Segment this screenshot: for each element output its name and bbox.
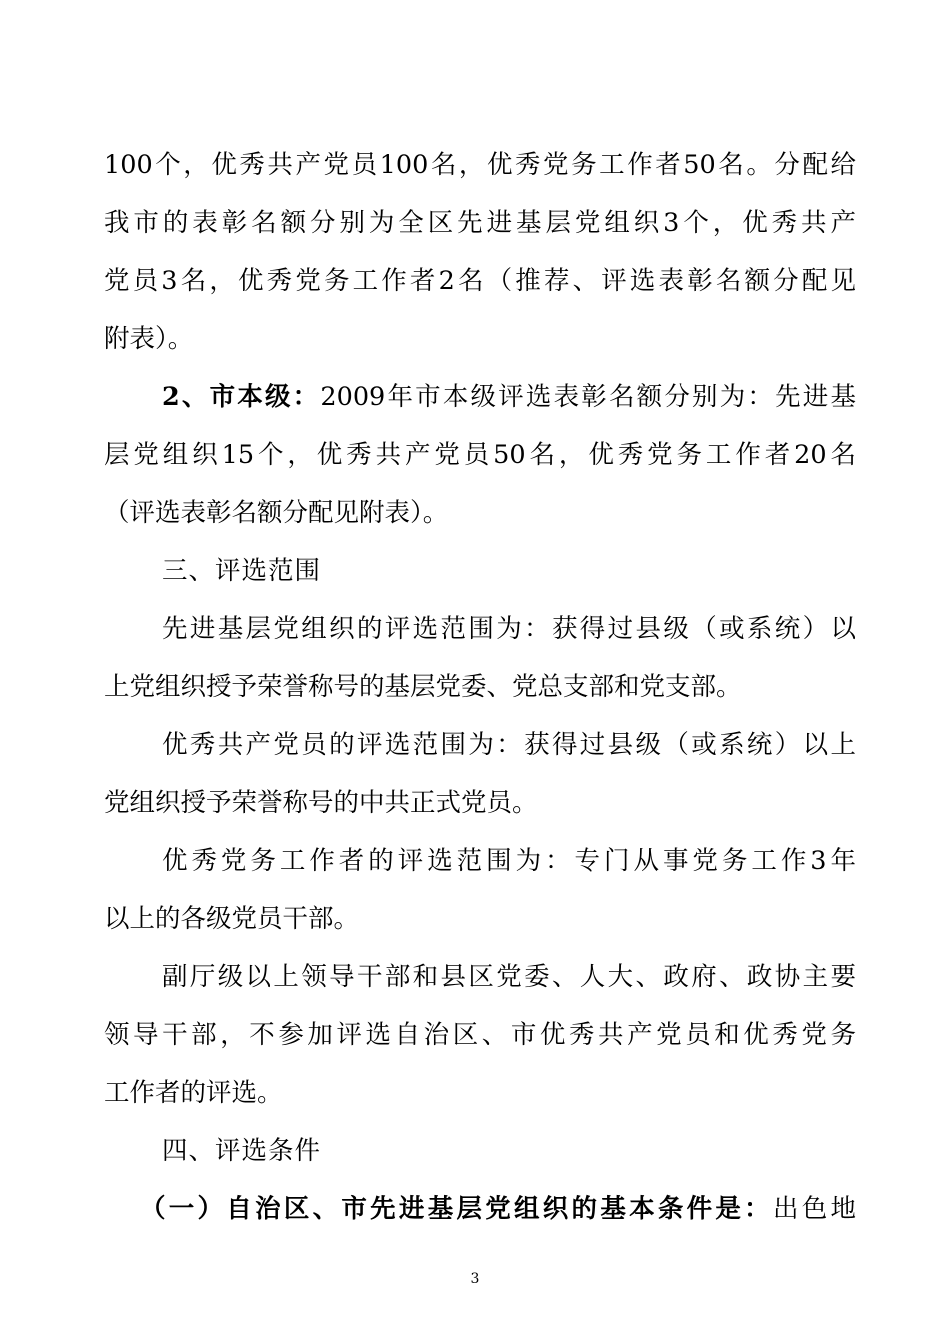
body-line: 党员3名，优秀党务工作者2名（推荐、评选表彰名额分配见 xyxy=(104,266,856,296)
city-level-label: 2、市本级： xyxy=(162,382,321,412)
body-line: 工作者的评选。 xyxy=(104,1078,283,1108)
body-line: 副厅级以上领导干部和县区党委、人大、政府、政协主要 xyxy=(162,962,856,992)
body-line: 领导干部，不参加评选自治区、市优秀共产党员和优秀党务 xyxy=(104,1020,856,1050)
body-line: 优秀党务工作者的评选范围为：专门从事党务工作3年 xyxy=(162,846,856,876)
condition-one-label: （一）自治区、市先进基层党组织的基本条件是： xyxy=(140,1194,773,1224)
section-heading-conditions: 四、评选条件 xyxy=(162,1136,322,1166)
page-number: 3 xyxy=(470,1271,480,1287)
section-heading-scope: 三、评选范围 xyxy=(162,556,322,586)
body-line: 先进基层党组织的评选范围为：获得过县级（或系统）以 xyxy=(162,614,856,644)
condition-one-text: 出色地 xyxy=(772,1194,856,1224)
body-line: （评选表彰名额分配见附表）。 xyxy=(104,498,449,528)
condition-one-paragraph xyxy=(140,1191,856,1227)
city-level-paragraph xyxy=(162,379,856,415)
body-line: 我市的表彰名额分别为全区先进基层党组织3个，优秀共产 xyxy=(104,208,856,238)
body-line: 上党组织授予荣誉称号的基层党委、党总支部和党支部。 xyxy=(104,672,742,702)
body-line: 层党组织15个，优秀共产党员50名，优秀党务工作者20名 xyxy=(104,440,856,470)
body-line: 附表）。 xyxy=(104,324,194,354)
city-level-text: 2009年市本级评选表彰名额分别为：先进基 xyxy=(320,382,856,412)
body-line: 以上的各级党员干部。 xyxy=(104,904,360,934)
body-line: 党组织授予荣誉称号的中共正式党员。 xyxy=(104,788,538,818)
body-line: 优秀共产党员的评选范围为：获得过县级（或系统）以上 xyxy=(162,730,856,760)
body-line: 100个，优秀共产党员100名，优秀党务工作者50名。分配给 xyxy=(104,150,856,180)
